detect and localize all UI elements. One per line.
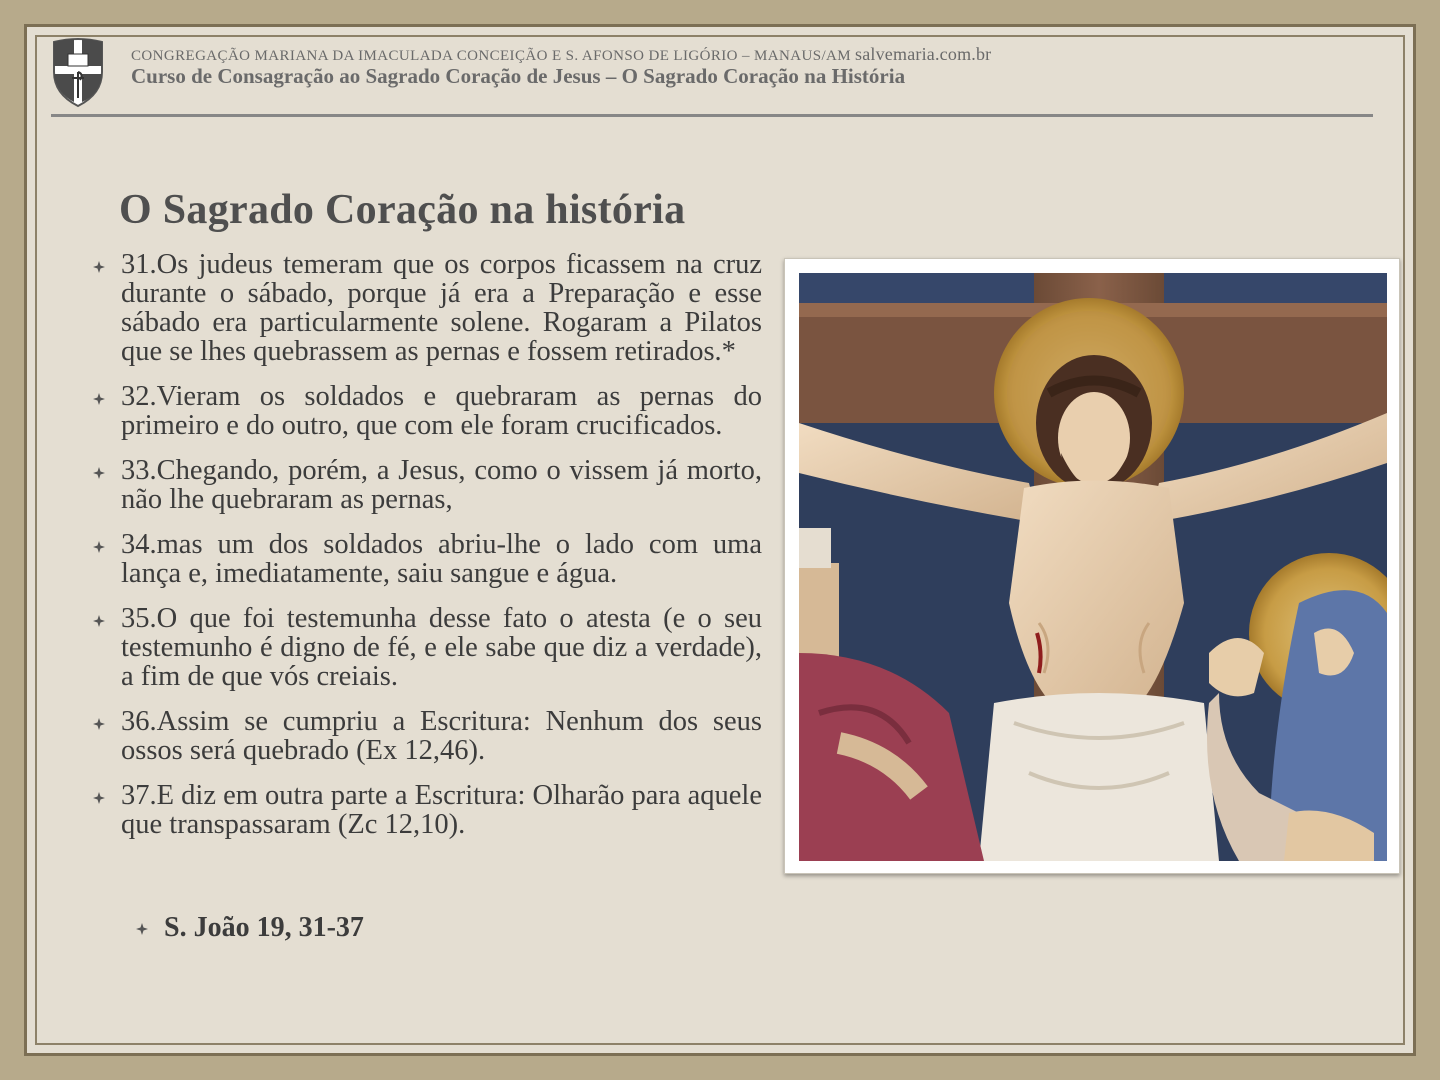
scripture-reference <box>132 912 364 944</box>
verse-list <box>88 250 762 855</box>
diamond-bullet-icon <box>93 467 105 479</box>
verse-item <box>88 382 762 440</box>
header-divider <box>51 114 1373 117</box>
verse-item <box>88 781 762 839</box>
verse-item <box>88 530 762 588</box>
reference-text: S. João 19, 31-37 <box>164 912 364 943</box>
verse-text: 34.mas um dos soldados abriu-lhe o lado com uma lança e, imediatamente, saiu sangue e água. <box>121 529 762 589</box>
website-link[interactable]: salvemaria.com.br <box>855 44 992 64</box>
crucifixion-photo-frame <box>784 258 1400 874</box>
verse-text: 37.E diz em outra parte a Escritura: Olharão para aquele que transpassaram (Zc 12,10). <box>121 780 762 840</box>
diamond-bullet-icon <box>93 615 105 627</box>
verse-item <box>88 456 762 514</box>
diamond-bullet-icon <box>136 923 148 935</box>
organization-line <box>131 44 991 65</box>
organization-name: CONGREGAÇÃO MARIANA DA IMACULADA CONCEIÇÃO E S. AFONSO DE LIGÓRIO – MANAUS/AM <box>131 48 852 64</box>
diamond-bullet-icon <box>93 261 105 273</box>
verse-text: 33.Chegando, porém, a Jesus, como o vissem já morto, não lhe quebraram as pernas, <box>121 455 762 515</box>
shield-logo-icon <box>50 36 106 108</box>
verse-text: 35.O que foi testemunha desse fato o atesta (e o seu testemunho é digno de fé, e ele sabe que diz a verdade), a fim de que vós creiais. <box>121 603 762 692</box>
verse-text: 31.Os judeus temeram que os corpos ficassem na cruz durante o sábado, porque já era a Preparação e esse sábado era particularmente solene. Rogaram a Pilatos que se lhes quebrassem as pernas e fossem retirados.* <box>121 249 762 367</box>
verse-item <box>88 707 762 765</box>
verse-text: 36.Assim se cumpriu a Escritura: Nenhum dos seus ossos será quebrado (Ex 12,46). <box>121 706 762 766</box>
diamond-bullet-icon <box>93 792 105 804</box>
verse-item <box>88 604 762 691</box>
crucifixion-image <box>799 273 1387 861</box>
diamond-bullet-icon <box>93 541 105 553</box>
diamond-bullet-icon <box>93 393 105 405</box>
verse-text: 32.Vieram os soldados e quebraram as pernas do primeiro e do outro, que com ele foram crucificados. <box>121 381 762 441</box>
course-title: Curso de Consagração ao Sagrado Coração de Jesus – O Sagrado Coração na História <box>131 64 906 88</box>
verse-item <box>88 250 762 366</box>
diamond-bullet-icon <box>93 718 105 730</box>
slide-title: O Sagrado Coração na história <box>119 187 686 233</box>
